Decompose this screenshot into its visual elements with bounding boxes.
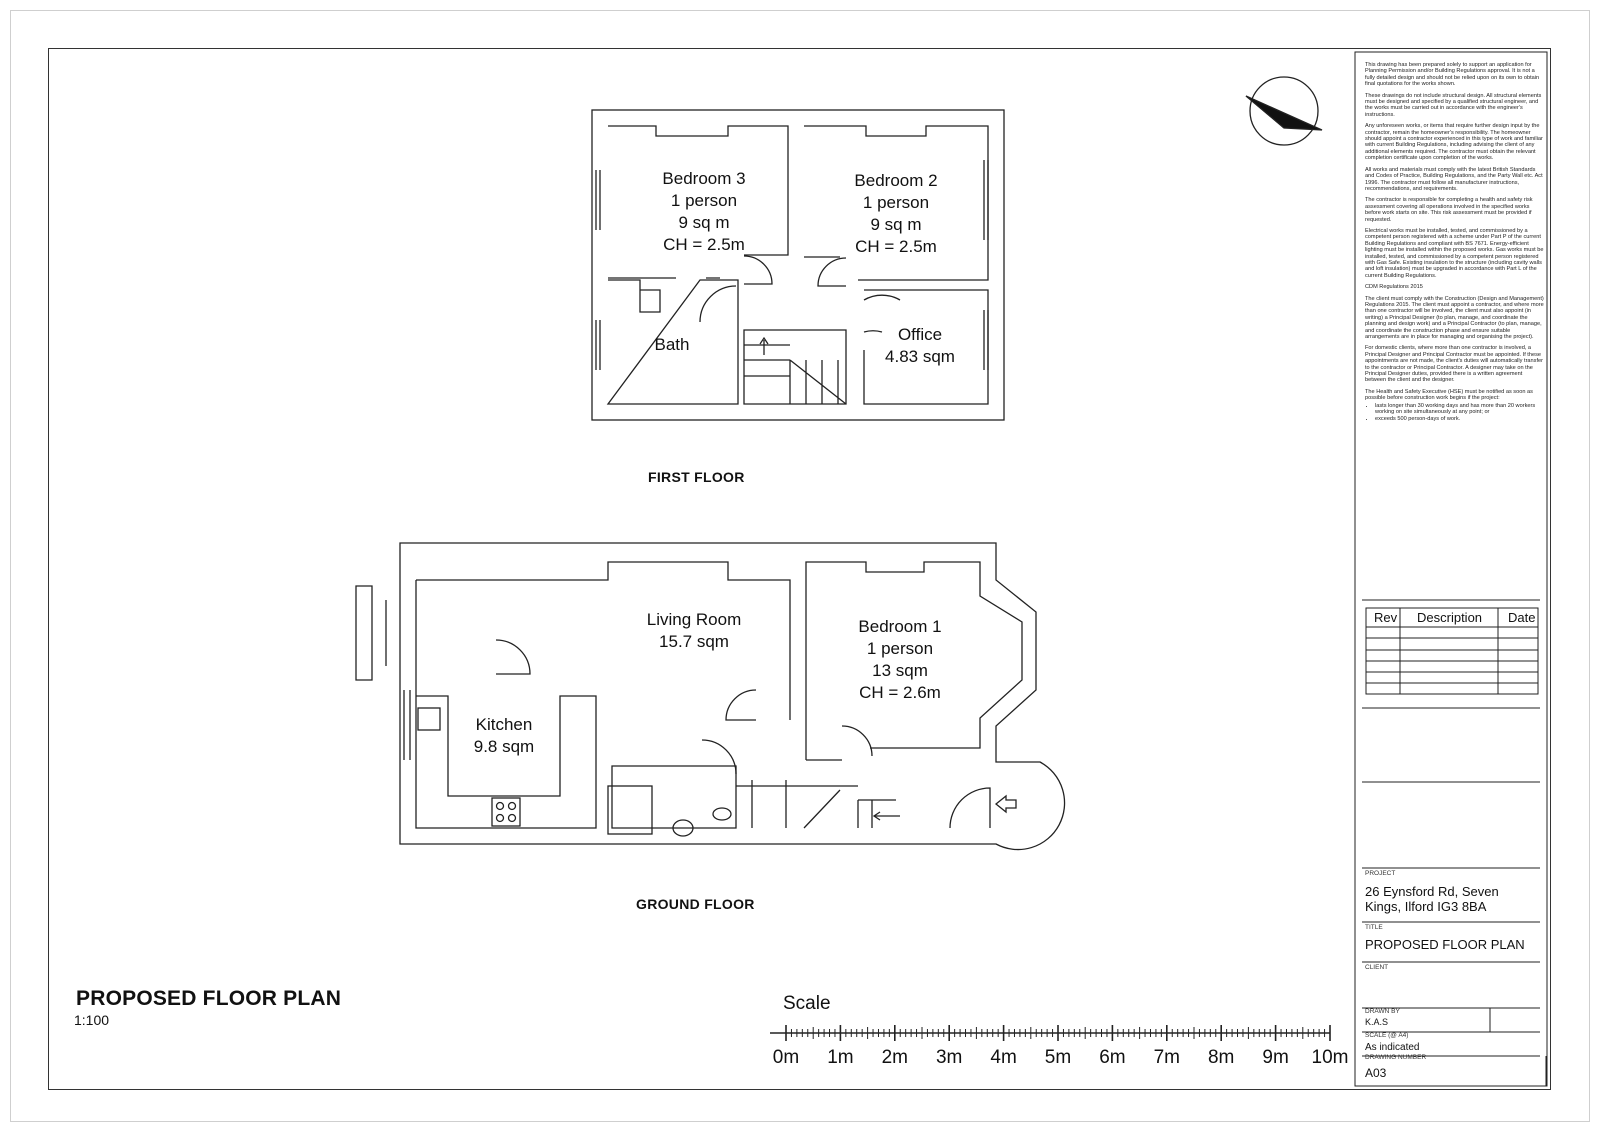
office-label <box>870 324 970 368</box>
note: Electrical works must be installed, tested, and commissioned by a competent person registered with a scheme under Part P of the current Building Regulations and compliant with BS 7671. Energy-efficient lighting must be installed within the proposed works. Gas works must be installed, tested, and commissioned by a competent person registered with Gas Safe. Existing insulation to the structure (including cavity walls and loft insulation) must be upgraded in accordance with Part L of the current Building Regulations. <box>1365 227 1544 279</box>
bedroom2-label <box>836 170 956 258</box>
hob-ring <box>497 803 504 810</box>
room-occupancy: 1 person <box>866 639 934 658</box>
room-ceiling-height: CH = 2.5m <box>855 237 937 256</box>
door-arc <box>864 295 900 300</box>
door-arc <box>702 740 736 774</box>
bedroom1-label <box>840 616 960 704</box>
note: The Health and Safety Executive (HSE) must be notified as soon as possible before construction work begins if the project: <box>1365 388 1533 402</box>
note-bullet: • lasts longer than 30 working days and has more than 20 workers working on site simultaneously at any point; or <box>1375 403 1545 416</box>
drawing-title: PROPOSED FLOOR PLAN <box>76 987 342 1010</box>
room-occupancy: 1 person <box>670 191 738 210</box>
door-arc <box>818 258 846 286</box>
door-arc <box>726 690 756 720</box>
note: The client must comply with the Construction (Design and Management) Regulations 2015. The client must appoint a contractor, and where more than one contractor will be involved, the client must also appoint (in writing) a Principal Designer (to plan, manage, and coordinate the planning and design work) and a Principal Contractor (to plan, manage, and coordinate the construction phase and ensure suitable arrangements are in place for managing and organising the project). <box>1365 295 1544 341</box>
note: The contractor is responsible for completing a health and safety risk assessment covering all operations involved in the specified works before work starts on site. This risk assessment must be provided if requested. <box>1365 197 1533 223</box>
room-area: 9 sq m <box>678 213 730 232</box>
first-floor-windows-left <box>596 170 600 370</box>
room-area: 13 sqm <box>872 661 928 680</box>
room-name: Bath <box>654 335 690 354</box>
stair-void <box>744 330 846 404</box>
first-floor-plan <box>592 110 1004 420</box>
hob-ring <box>509 815 516 822</box>
note: These drawings do not include structural design. All structural elements must be designed and specified by a qualified structural engineer, and the works must be carried out in accordance with the engineer's instructions. <box>1365 92 1542 118</box>
scale-bar <box>770 1025 1330 1041</box>
shower-tray <box>608 786 652 834</box>
ground-floor-stairs <box>804 790 896 828</box>
client-caption: CLIENT <box>1365 964 1389 971</box>
scale-tick-label: 7m <box>1153 1047 1180 1068</box>
ground-hall-walls <box>736 780 858 828</box>
title-caption: TITLE <box>1365 924 1383 931</box>
hob-ring <box>497 815 504 822</box>
first-floor-stairs <box>744 345 846 404</box>
scale-tick-label: 6m <box>1099 1047 1126 1068</box>
room-name: Bedroom 2 <box>854 171 938 190</box>
note-bullets <box>1365 403 1545 422</box>
kitchen-window <box>404 690 410 760</box>
note: For domestic clients, where more than one contractor is involved, a Principal Designer and Principal Contractor must be appointed. If these appointments are not made, the client's duties will automatically transfer to the contractor or Principal Contractor. A designer may take on the Principal Designer duties, provided there is a written agreement between the client and the designer. <box>1365 345 1543 384</box>
stair-arrow <box>874 812 900 820</box>
scale-bar-title: Scale <box>783 993 831 1014</box>
wc-fixture <box>713 808 731 820</box>
entrance-arrow <box>996 796 1016 812</box>
title-block-title: PROPOSED FLOOR PLAN <box>1365 937 1525 952</box>
drawn-by-value: K.A.S <box>1365 1017 1389 1027</box>
note: All works and materials must comply with the latest British Standards and Codes of Practice, Building Regulations, and the Party Wall etc. Act 1996. The contractor must follow all manufacturer instructions, recommendations, and requirements. <box>1365 166 1543 192</box>
description-column-header: Description <box>1417 610 1483 625</box>
door-arc <box>496 640 530 674</box>
note-bullet: • exceeds 500 person-days of work. <box>1375 416 1545 422</box>
kitchen-walls <box>416 580 596 828</box>
note: CDM Regulations 2015 <box>1365 284 1423 291</box>
hob-ring <box>509 803 516 810</box>
project-caption: PROJECT <box>1365 870 1396 877</box>
room-area: 9.8 sqm <box>473 737 535 756</box>
project-address-line2: Kings, Ilford IG3 8BA <box>1365 899 1487 914</box>
door-arc <box>700 286 736 322</box>
room-name: Bedroom 1 <box>858 617 942 636</box>
bath-label <box>642 334 702 356</box>
drawn-by-caption: DRAWN BY <box>1365 1008 1400 1015</box>
room-name: Kitchen <box>475 715 533 734</box>
room-occupancy: 1 person <box>862 193 930 212</box>
scale-tick-label: 1m <box>827 1047 854 1068</box>
front-door-arc <box>950 788 990 828</box>
scale-tick-label: 10m <box>1311 1047 1349 1068</box>
sink-fixture <box>418 708 440 730</box>
date-column-header: Date <box>1508 610 1536 625</box>
rev-column-header: Rev <box>1374 610 1398 625</box>
scale-value: As indicated <box>1365 1042 1420 1053</box>
door-arc <box>744 256 772 284</box>
door-arc <box>842 726 872 756</box>
room-name: Living Room <box>646 610 742 629</box>
scale-tick-label: 9m <box>1262 1047 1289 1068</box>
hob-fixture <box>492 798 520 826</box>
room-area: 4.83 sqm <box>885 347 955 366</box>
bedroom3-label <box>644 168 764 256</box>
kitchen-label <box>464 714 544 758</box>
scale-tick-label: 5m <box>1044 1047 1072 1068</box>
scale-caption: SCALE (@ A4) <box>1365 1032 1409 1039</box>
scale-tick-label: 8m <box>1207 1047 1235 1068</box>
scale-tick-label: 2m <box>881 1047 908 1068</box>
room-area: 15.7 sqm <box>659 632 729 651</box>
room-ceiling-height: CH = 2.5m <box>663 235 745 254</box>
living-room-label <box>634 609 754 653</box>
room-name: Bedroom 3 <box>662 169 746 188</box>
project-address-line1: 26 Eynsford Rd, Seven <box>1365 884 1499 899</box>
general-notes <box>1365 62 1545 427</box>
north-arrow <box>1246 77 1322 145</box>
first-floor-outer-wall <box>592 110 1004 420</box>
note: This drawing has been prepared solely to support an application for Planning Permission and/or Building Regulations approval. It is not a fully detailed design and should not be relied upon on its own to obtain final quotations for the works shown. <box>1365 62 1540 88</box>
scale-tick-label: 4m <box>990 1047 1017 1068</box>
room-area: 9 sq m <box>870 215 922 234</box>
room-ceiling-height: CH = 2.6m <box>859 683 941 702</box>
drawing-number-value: A03 <box>1365 1066 1387 1080</box>
scale-tick-label: 0m <box>772 1047 800 1068</box>
room-name: Office <box>897 325 943 344</box>
ground-floor-label: GROUND FLOOR <box>636 896 755 912</box>
drawing-number-caption: DRAWING NUMBER <box>1365 1054 1427 1061</box>
scale-tick-label: 3m <box>935 1047 963 1068</box>
ground-floor-outer-wall <box>400 543 1065 850</box>
note: Any unforeseen works, or items that require further design input by the contractor, remain the homeowner's responsibility. The homeowner should appoint a contractor experienced in this type of work and familiar with current Building Regulations, including advising the client of any additional elements required. The contractor must obtain the relevant completion certificate upon completion of the works. <box>1365 123 1543 162</box>
stair-arrow <box>760 338 768 355</box>
first-floor-label: FIRST FLOOR <box>648 469 745 485</box>
side-entrance-door <box>356 586 386 680</box>
drawing-scale: 1:100 <box>74 1012 110 1028</box>
